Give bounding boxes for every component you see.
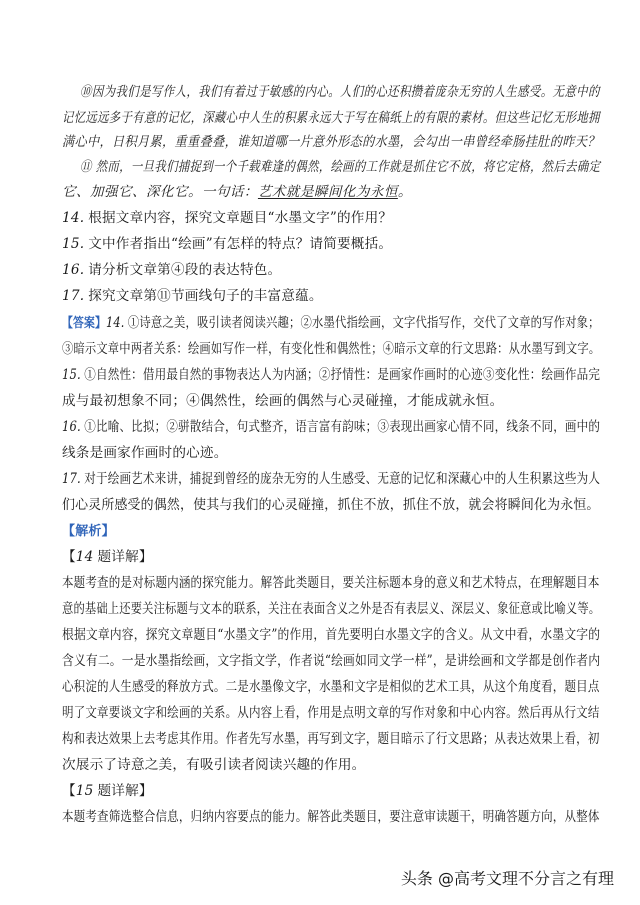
analysis-15-heading xyxy=(62,782,153,800)
answer-15-number: 15. xyxy=(62,367,81,383)
passage-p10-line3: 满心中，日积月累，重重叠叠，谁知道哪一片意外形态的水墨，会勾出一串曾经牵肠挂肚的昨天？ xyxy=(62,134,600,150)
question-15-text: 文中作者指出“绘画”有怎样的特点？请简要概括。 xyxy=(88,236,393,252)
analysis-heading xyxy=(62,522,115,541)
analysis-14-line5: 心积淀的人生感受的释放方式。二是水墨像文字，水墨和文字是相似的艺术工具，从这个角度看，题目点 xyxy=(62,679,600,695)
passage-p11-end: 。 xyxy=(397,184,412,200)
question-16-number: 16. xyxy=(62,262,85,278)
answer-15-line2: 成与最初想象不同；④偶然性，绘画的偶然与心灵碰撞，才能成就永恒。 xyxy=(62,393,504,409)
watermark-handle: @高考文理不分言之有理 xyxy=(437,869,614,888)
answer-16-line1 xyxy=(62,418,600,436)
question-16 xyxy=(62,261,281,279)
watermark-prefix: 头条 xyxy=(400,869,433,888)
answer-17-text1: 对于绘画艺术来讲，捕捉到曾经的庞杂无穷的人生感受、无意的记忆和深藏心中的人生积累这些为人 xyxy=(84,471,601,487)
answer-14-number: 14. xyxy=(106,315,125,331)
analysis-15-heading-text: 题详解】 xyxy=(97,783,153,799)
analysis-14-line2: 意的基础上还要关注标题与文本的联系，关注在表面含义之外是否有表层义、深层义、象征意或比喻义等。 xyxy=(62,601,601,617)
answer-14-line2: ③暗示文章中两者关系：绘画如写作一样，有变化性和偶然性；④暗示文章的行文思路：从水墨写到文字。 xyxy=(62,341,601,357)
analysis-14-line7: 构和表达效果上去考虑其作用。作者先写水墨，再写到文字，题目暗示了行文思路；从表达效果上看，初 xyxy=(62,731,600,747)
analysis-15-number: 15 xyxy=(75,783,94,799)
analysis-14-number: 14 xyxy=(75,549,94,565)
analysis-14-heading-text: 题详解】 xyxy=(97,549,153,565)
source-watermark xyxy=(401,866,614,889)
analysis-14-bracket-open: 【 xyxy=(62,549,76,565)
answer-tag: 【答案】 xyxy=(62,316,107,331)
analysis-14-line6: 明了文章要谈文字和绘画的关系。从内容上看，作用是点明文章的写作对象和中心内容。然后再从行文结 xyxy=(62,705,600,721)
answer-16-text1: ①比喻、比拟；②骈散结合，句式整齐，语言富有韵味；③表现出画家心情不同，线条不同，画中的 xyxy=(84,419,601,435)
question-17-number: 17. xyxy=(62,288,85,304)
answer-14-text1: ①诗意之美，吸引读者阅读兴趣；②水墨代指绘画，文字代指写作，交代了文章的写作对象； xyxy=(127,315,600,331)
passage-p10-line2: 记忆远远多于有意的记忆，深藏心中人生的积累永远大于写在稿纸上的有限的素材。但这些记忆无形地拥 xyxy=(62,110,600,126)
question-14-text: 根据文章内容，探究文章题目“水墨文字”的作用？ xyxy=(88,210,393,226)
analysis-tag: 【解析】 xyxy=(62,524,115,539)
answer-15-line1 xyxy=(62,366,600,384)
analysis-15-line1: 本题考查筛选整合信息，归纳内容要点的能力。解答此类题目，要注意审读题干，明确答题方向，从整体 xyxy=(62,809,600,825)
answer-15-text1: ①自然性：借用最自然的事物表达人为内涵；②抒情性：是画家作画时的心迹③变化性：绘画作品完 xyxy=(84,367,601,383)
analysis-14-line4: 含义有二。一是水墨指绘画，文字指文学，作者说“绘画如同文学一样”，是讲绘画和文学都是创作者内 xyxy=(62,653,601,669)
answer-14-line1 xyxy=(62,314,600,333)
answer-17-line2: 们心灵所感受的偶然，使其与我们的心灵碰撞，抓住不放，抓住不放，就会将瞬间化为永恒。 xyxy=(62,497,600,513)
answer-17-line1 xyxy=(62,470,600,488)
analysis-14-line3: 根据文章内容，探究文章题目“水墨文字”的作用，首先要明白水墨文字的含义。从文中看，水墨文字的 xyxy=(62,627,601,643)
underlined-sentence: 艺术就是瞬间化为永恒 xyxy=(257,184,398,200)
question-14 xyxy=(62,209,392,227)
passage-p10-line1: ⑩因为我们是写作人，我们有着过于敏感的内心。人们的心还积攒着庞杂无穷的人生感受。无意中的 xyxy=(80,84,600,100)
analysis-14-line1: 本题考查的是对标题内涵的探究能力。解答此类题目，要关注标题本身的意义和艺术特点，在理解题目本 xyxy=(62,575,600,591)
answer-16-line2: 线条是画家作画时的心迹。 xyxy=(62,445,228,461)
passage-p11-line2 xyxy=(62,183,412,201)
question-15 xyxy=(62,235,392,253)
passage-p11-text: 它、加强它、深化它。一句话： xyxy=(62,184,258,200)
answer-16-number: 16. xyxy=(62,419,81,435)
analysis-15-bracket-open: 【 xyxy=(62,783,76,799)
answer-17-number: 17. xyxy=(62,471,81,487)
passage-p11-line1: ⑪ 然而，一旦我们捕捉到一个千载难逢的偶然，绘画的工作就是抓住它不放，将它定格，然后去确定 xyxy=(80,159,601,175)
analysis-14-line8: 次展示了诗意之美，有吸引读者阅读兴趣的作用。 xyxy=(62,757,366,773)
question-16-text: 请分析文章第④段的表达特色。 xyxy=(88,262,282,278)
question-17-text: 探究文章第⑪节画线句子的丰富意蕴。 xyxy=(88,288,323,304)
analysis-14-heading xyxy=(62,548,153,566)
question-15-number: 15. xyxy=(62,236,85,252)
question-14-number: 14. xyxy=(62,210,85,226)
question-17 xyxy=(62,287,323,305)
